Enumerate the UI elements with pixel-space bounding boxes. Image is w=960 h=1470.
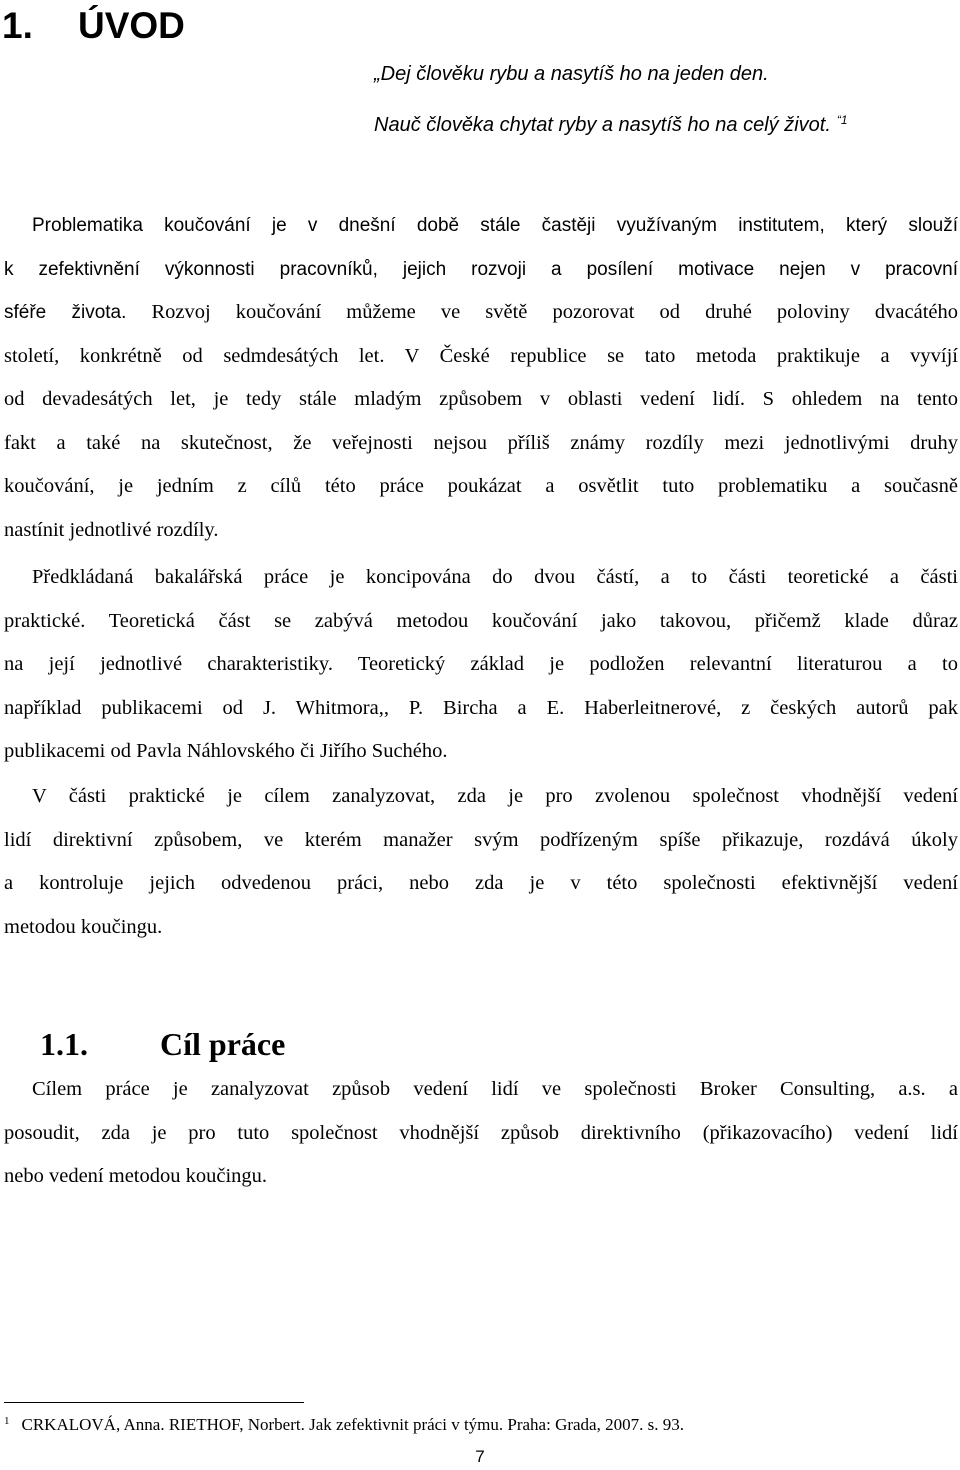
paragraph-intro — [4, 204, 958, 552]
paragraph-line: metodou koučingu. — [4, 915, 163, 938]
chapter-number: 1. — [2, 5, 33, 46]
paragraph-line: Předkládaná bakalářská práce je koncipována do dvou částí, a to části teoretické a části — [32, 566, 958, 588]
page-number: 7 — [475, 1447, 485, 1466]
paragraph-line: V části praktické je cílem zanalyzovat, zda je pro zvolenou společnost vhodnější vedení — [32, 785, 958, 807]
motto-line-2 — [374, 111, 848, 141]
chapter-title: ÚVOD — [78, 5, 185, 46]
paragraph-line: Cílem práce je zanalyzovat způsob vedení lidí ve společnosti Broker Consulting, a.s. a — [32, 1078, 958, 1100]
paragraph-goal — [4, 1068, 958, 1199]
paragraph-line: praktické. Teoretická část se zabývá metodou koučování jako takovou, přičemž klade důraz — [4, 609, 958, 632]
paragraph-line: fakt a také na skutečnost, že veřejnosti nejsou příliš známy rozdíly mezi jednotlivými druhy — [4, 431, 958, 454]
section-heading — [40, 1022, 285, 1066]
section-title: Cíl práce — [160, 1026, 286, 1062]
footnote-separator — [4, 1402, 304, 1403]
motto-footnote-ref: “1 — [836, 113, 848, 127]
paragraph-structure — [4, 556, 958, 774]
chapter-heading — [2, 0, 185, 52]
paragraph-line: Problematika koučování je v dnešní době stále častěji využívaným institutem, který slouží — [32, 215, 958, 236]
paragraph-line: na její jednotlivé charakteristiky. Teoretický základ je podložen relevantní literaturou a to — [4, 653, 958, 675]
motto-line-2-text: Nauč člověka chytat ryby a nasytíš ho na celý život. — [374, 114, 831, 136]
paragraph-line: koučování, je jedním z cílů této práce poukázat a osvětlit tuto problematiku a současně — [4, 475, 958, 497]
paragraph-line: lidí direktivní způsobem, ve kterém manažer svým podřízeným spíše přikazuje, rozdává úkoly — [4, 828, 958, 851]
paragraph-line: od devadesátých let, je tedy stále mladým způsobem v oblasti vedení lidí. S ohledem na tento — [4, 388, 958, 410]
paragraph-line-fragment: Rozvoj koučování můžeme ve světě pozorovat od druhé poloviny dvacátého — [126, 301, 958, 323]
paragraph-line — [4, 291, 958, 335]
paragraph-line-fragment: sféře života. — [4, 302, 127, 323]
footnote-marker: 1 — [4, 1415, 10, 1427]
paragraph-line: nastínit jednotlivé rozdíly. — [4, 518, 219, 541]
footnote — [4, 1413, 684, 1439]
motto-line-1: „Dej člověku rybu a nasytíš ho na jeden den. — [374, 63, 769, 85]
paragraph-practical — [4, 775, 958, 949]
paragraph-line: a kontroluje jejich odvedenou práci, nebo zda je v této společnosti efektivnější vedení — [4, 872, 958, 894]
section-number: 1.1. — [40, 1026, 88, 1062]
paragraph-line: například publikacemi od J. Whitmora,, P. Bircha a E. Haberleitnerové, z českých autorů pak — [4, 696, 958, 719]
paragraph-line: století, konkrétně od sedmdesátých let. V České republice se tato metoda praktikuje a vyvíjí — [4, 344, 958, 367]
paragraph-line: publikacemi od Pavla Náhlovského či Jiřího Suchého. — [4, 740, 448, 762]
paragraph-line: posoudit, zda je pro tuto společnost vhodnější způsob direktivního (přikazovacího) vedení lidí — [4, 1121, 958, 1144]
footnote-text: CRKALOVÁ, Anna. RIETHOF, Norbert. Jak zefektivnit práci v týmu. Praha: Grada, 2007. s. 93. — [21, 1415, 684, 1434]
paragraph-line: k zefektivnění výkonnosti pracovníků, jejich rozvoji a posílení motivace nejen v pracovní — [4, 258, 958, 280]
paragraph-line: nebo vedení metodou koučingu. — [4, 1165, 268, 1187]
